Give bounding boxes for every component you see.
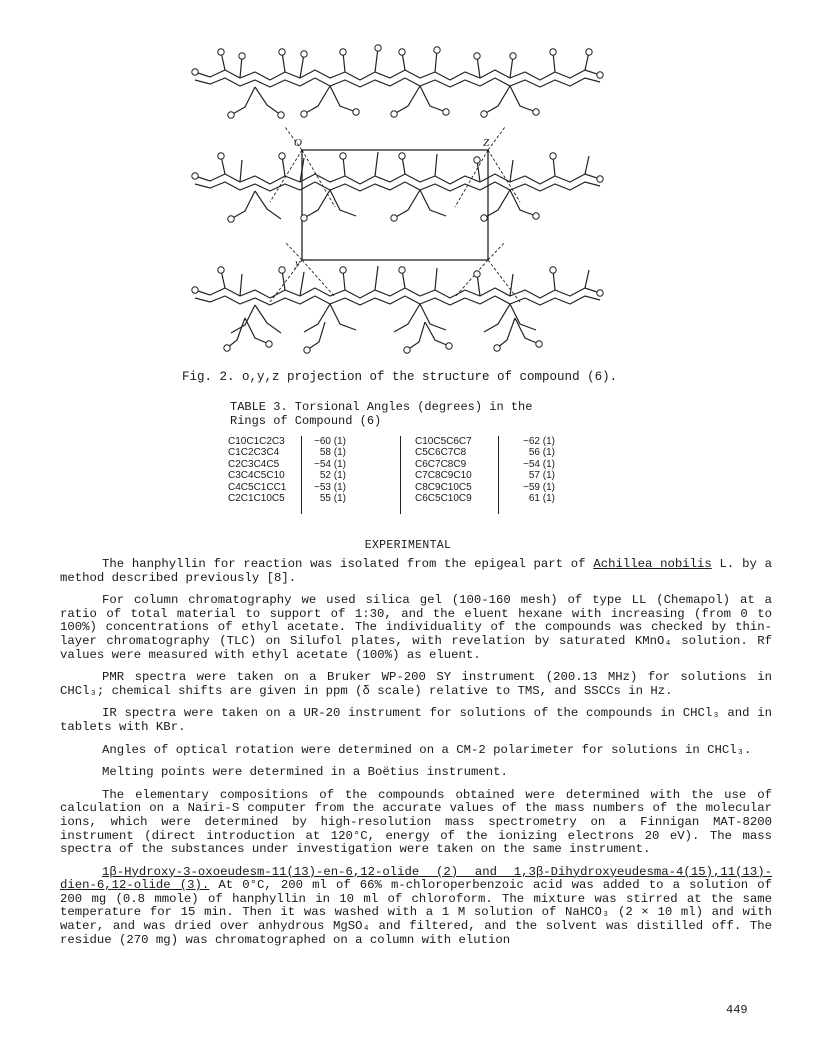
table-left-angle-column [228, 436, 286, 504]
table-divider [400, 436, 401, 514]
table-cell: C5C6C7C8 [415, 447, 467, 459]
paragraph [60, 558, 772, 585]
species-name: Achillea nobilis [593, 557, 712, 571]
table-title-line-2: Rings of Compound (6) [230, 414, 382, 428]
table-cell: −54 (1) [314, 458, 346, 470]
table-right-value-column [515, 436, 555, 504]
torsional-angles-table [228, 436, 578, 516]
section-heading: EXPERIMENTAL [364, 539, 452, 552]
paragraph-text: L. by a method described previously [8]. [60, 557, 772, 585]
table-cell: C7C8C9C10 [415, 470, 472, 482]
table-cell: C10C1C2C3 [228, 436, 285, 447]
table-cell: −54 (1) [523, 458, 555, 470]
table-title-line-1: TABLE 3. Torsional Angles (degrees) in the [230, 400, 533, 414]
table-cell: −60 (1) [314, 436, 346, 447]
paragraph: For column chromatography we used silica gel (100-160 mesh) of type LL (Chemapol) at a ratio of total material to support of 1:30, and the eluent hexane with increasing (from 0 to 100%) concentrations of ethyl acetate. The individuality of the compounds was checked by thin-layer chromatography (TLC) on Silufol plates, with revelation by saturated KMnO₄ solution. Rf values were measured with ethyl acetate (100%) as eluent. [60, 593, 772, 662]
compound-title: 1β-Hydroxy-3-oxoeudesm-11(13)-en-6,12-olide (2) and 1,3β-Dihydroxyeudesma-4(15),11(13)-dien-6,12-olide (3). [60, 864, 772, 893]
table-divider [498, 436, 499, 514]
paragraph: The elementary compositions of the compounds obtained were determined with the use of calculation on a Nairi-S computer from the accurate values of the mass numbers of the molecular ions, which were determined by high-resolution mass spectrometry on a Finnigan MAT-8200 instrument (direct introduction at 120°C, energy of the ionizing electrons 20 eV). The mass spectra of the substances under investigation were taken on the same instrument. [60, 787, 772, 857]
table-cell: C6C7C8C9 [415, 458, 467, 470]
figure-caption: Fig. 2. o,y,z projection of the structure of compound (6). [182, 370, 618, 384]
paragraph: IR spectra were taken on a UR-20 instrument for solutions of the compounds in CHCl₃ and in tablets with KBr. [60, 706, 772, 734]
table-cell: −59 (1) [523, 481, 555, 493]
axis-label-o: O [294, 137, 302, 149]
table-cell: C6C5C10C9 [415, 492, 472, 504]
table-cell: C3C4C5C10 [228, 470, 285, 482]
page-number: 449 [726, 1003, 748, 1017]
table-cell: 56 (1) [528, 447, 555, 459]
paragraph: Angles of optical rotation were determined on a CM-2 polarimeter for solutions in CHCl₃. [102, 742, 752, 757]
axis-label-y: y [295, 257, 300, 269]
paragraph-text: At 0°C, 200 ml of 66% m-chloroperbenzoic acid was added to a solution of 200 mg (0.8 mmole) of hanphyllin in 10 ml of chloroform. The mixture was stirred at the same temperature for 15 min. Then it was washed with a 1 M solution of NaHCO₃ (2 × 10 ml) and with water, and was dried over anhydrous MgSO₄ and filtered, and the solvent was distilled off. The residue (270 mg) was chromatographed on a column with elution [60, 878, 772, 947]
paragraph: PMR spectra were taken on a Bruker WP-200 SY instrument (200.13 MHz) for solutions in CHCl₃; chemical shifts are given in ppm (δ scale) relative to TMS, and SSCCs in Hz. [60, 670, 772, 698]
table-cell: −62 (1) [523, 436, 555, 447]
table-cell: C2C3C4C5 [228, 458, 280, 470]
table-cell: C8C9C10C5 [415, 481, 472, 493]
table-cell: C1C2C3C4 [228, 447, 280, 459]
table-cell: C4C5C1CC1 [228, 481, 287, 493]
table-divider [301, 436, 302, 514]
table-cell: 57 (1) [528, 470, 555, 482]
table-cell: 58 (1) [319, 447, 346, 459]
table-cell: −53 (1) [314, 481, 346, 493]
table-cell: 52 (1) [319, 470, 346, 482]
crystal-packing-diagram [185, 42, 615, 364]
table-right-angle-column [415, 436, 472, 504]
table-cell: 61 (1) [528, 492, 555, 504]
paragraph-text: The hanphyllin for reaction was isolated from the epigeal part of [102, 557, 594, 571]
table-cell: C2C1C10C5 [228, 492, 285, 504]
table-cell: C10C5C6C7 [415, 436, 472, 447]
table-title [230, 400, 532, 428]
crystal-structure-figure [185, 42, 615, 364]
table-left-value-column [306, 436, 346, 504]
axis-label-z: Z [483, 137, 490, 149]
experimental-text [60, 558, 772, 956]
table-cell: 55 (1) [319, 492, 346, 504]
paragraph [60, 866, 772, 948]
paragraph: Melting points were determined in a Boëtius instrument. [102, 765, 508, 780]
